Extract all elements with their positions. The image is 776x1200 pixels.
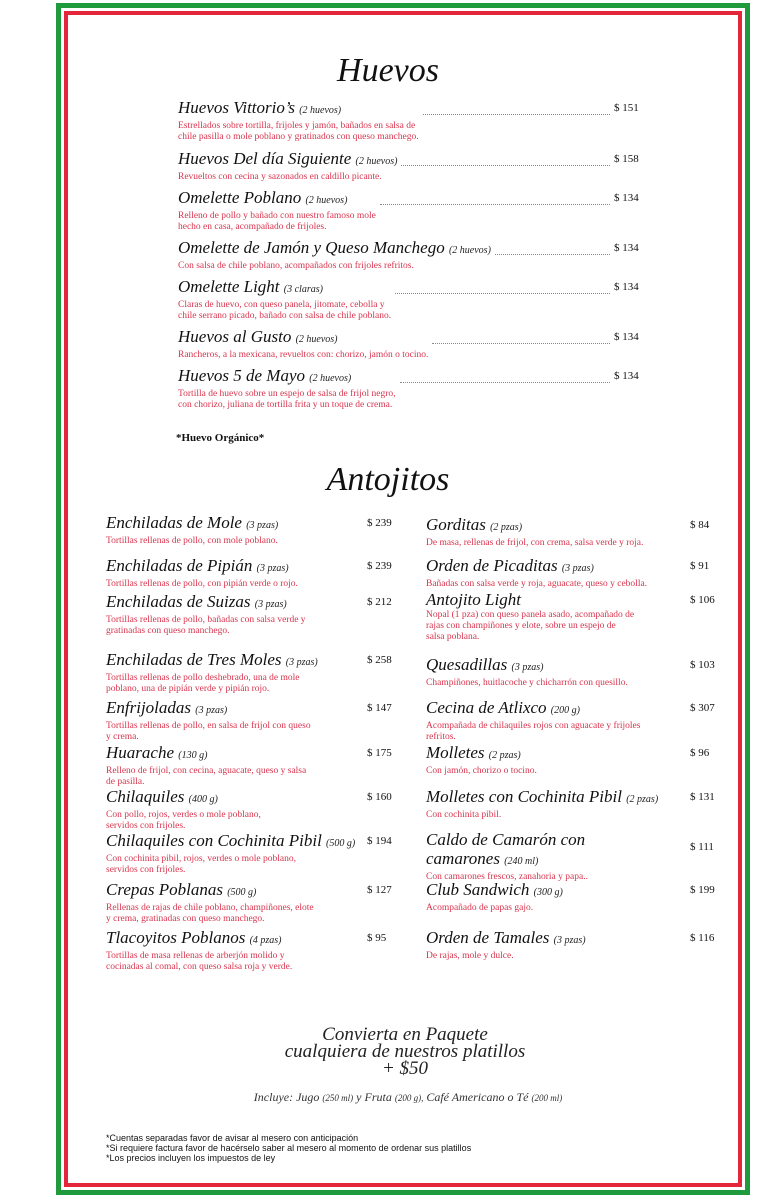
item-description-line: Relleno de frijol, con cecina, aguacate, queso y salsa [106, 766, 307, 776]
item-name-line [106, 592, 306, 614]
menu-item [426, 590, 634, 643]
item-qty: (2 huevos) [448, 245, 491, 256]
item-qty: (200 g) [550, 705, 580, 716]
item-description-line: Con cochinita pibil, rojos, verdes o mole poblano, [106, 854, 296, 864]
item-description-line: chile serrano picado, bañado con salsa de chile poblano. [178, 311, 392, 321]
item-name-line [426, 590, 634, 609]
item-price: $ 175 [367, 747, 392, 759]
item-description-line: servidos con frijoles. [106, 821, 186, 831]
item-name-line [426, 655, 628, 677]
item-description [178, 350, 428, 361]
item-qty: (130 g) [178, 750, 208, 761]
item-qty: (500 g) [227, 887, 257, 898]
item-name-line [426, 830, 588, 871]
item-description-line: Con pollo, rojos, verdes o mole poblano, [106, 810, 261, 820]
item-price: $ 258 [367, 654, 392, 666]
package-includes [0, 1090, 776, 1105]
item-price: $ 134 [614, 281, 639, 293]
item-description [426, 810, 658, 821]
item-name: Chilaquiles con Cochinita Pibil [106, 831, 322, 850]
price-leader-dots [423, 114, 610, 115]
item-price: $ 84 [690, 519, 710, 531]
item-description [426, 538, 643, 549]
item-description-line: cocinadas al comal, con queso salsa roja y verde. [106, 962, 293, 972]
includes-jugo-qty: (250 ml) [322, 1093, 354, 1103]
item-description [178, 261, 491, 272]
menu-item [426, 743, 537, 777]
item-description-line: de pasilla. [106, 777, 145, 787]
item-name: Omelette de Jamón y Queso Manchego [178, 238, 445, 257]
item-qty: (3 pzas) [285, 657, 318, 668]
item-description-line: servidos con frijoles. [106, 865, 186, 875]
item-description [178, 172, 397, 183]
item-description-line: Tortillas rellenas de pollo deshebrado, una de mole [106, 673, 300, 683]
item-description-line: Champiñones, huitlacoche y chicharrón con quesillo. [426, 678, 628, 688]
item-description-line: Tortillas rellenas de pollo, en salsa de frijol con queso [106, 721, 311, 731]
menu-item [106, 743, 306, 788]
item-name: Huevos al Gusto [178, 327, 292, 346]
item-name: Chilaquiles [106, 787, 185, 806]
includes-jugo: Incluye: Jugo [253, 1090, 320, 1104]
item-description [178, 389, 396, 411]
item-name-line [178, 98, 419, 120]
menu-item [106, 556, 298, 590]
item-name: Caldo de Camarón con [426, 830, 586, 849]
price-leader-dots [400, 382, 610, 383]
item-price: $ 239 [367, 560, 392, 572]
includes-fruta: y Fruta [356, 1090, 392, 1104]
item-name-line [426, 928, 586, 950]
item-description-line: Nopal (1 pza) con queso panela asado, acompañado de [426, 610, 635, 620]
price-leader-dots [401, 165, 610, 166]
item-name: Cecina de Atlixco [426, 698, 547, 717]
package-line-2: cualquiera de nuestros platillos [284, 1041, 526, 1062]
item-description-line: Con salsa de chile poblano, acompañados con frijoles refritos. [178, 261, 414, 271]
item-description [178, 121, 419, 143]
item-price: $ 95 [367, 932, 387, 944]
menu-item [178, 327, 428, 361]
item-description-line: De masa, rellenas de frijol, con crema, salsa verde y roja. [426, 538, 644, 548]
item-qty: (4 pzas) [249, 935, 282, 946]
item-name: Enchiladas de Mole [106, 513, 242, 532]
item-price: $ 147 [367, 702, 392, 714]
menu-item [106, 513, 278, 547]
item-name-line [426, 787, 658, 809]
menu-item [178, 238, 491, 272]
item-name-line [178, 149, 397, 171]
item-description [426, 903, 563, 914]
menu-item [426, 515, 643, 549]
item-name-line [106, 698, 311, 720]
item-qty: (2 pzas) [490, 522, 523, 533]
item-name-line [178, 327, 428, 349]
item-description-line: Acompañado de papas gajo. [426, 903, 534, 913]
item-price: $ 194 [367, 835, 392, 847]
item-qty: (500 g) [326, 838, 356, 849]
item-name: Enfrijoladas [106, 698, 192, 717]
item-price: $ 134 [614, 192, 639, 204]
item-name-line [106, 743, 306, 765]
item-name: Omelette Light [178, 277, 280, 296]
package-line-1: Convierta en Paquete [322, 1024, 488, 1045]
item-description [178, 211, 376, 233]
item-description-line: Tortillas de masa rellenas de arberjón molido y [106, 951, 285, 961]
item-description [106, 721, 311, 743]
item-qty: (3 pzas) [553, 935, 586, 946]
item-description-line: Tortillas rellenas de pollo, con mole poblano. [106, 536, 278, 546]
item-name: Enchiladas de Suizas [106, 592, 251, 611]
item-name: Tlacoyitos Poblanos [106, 928, 246, 947]
item-description-line: Con camarones frescos, zanahoria y papa.. [426, 872, 588, 882]
item-description [106, 766, 306, 788]
item-description-line: poblano, una de pipián verde y pipián rojo. [106, 684, 270, 694]
item-name-line [178, 188, 376, 210]
package-offer [0, 1026, 776, 1077]
item-description [106, 615, 306, 637]
item-price: $ 134 [614, 370, 639, 382]
item-qty: (3 pzas) [254, 599, 287, 610]
footnote-2: *Si requiere factura favor de hacérselo saber al mesero al momento de ordenar sus platillos [106, 1143, 472, 1153]
menu-item [178, 149, 397, 183]
item-name-line [106, 513, 278, 535]
section-title-antojitos: Antojitos [326, 461, 450, 498]
item-qty: (3 pzas) [256, 563, 289, 574]
item-qty: (2 pzas) [488, 750, 521, 761]
item-name-line [426, 698, 640, 720]
item-description-line: Estrellados sobre tortilla, frijoles y jamón, bañados en salsa de [178, 121, 416, 131]
item-qty: (2 pzas) [626, 794, 659, 805]
item-name-line [426, 556, 647, 578]
menu-item [426, 928, 586, 962]
item-description [106, 810, 261, 832]
item-qty: (3 pzas) [246, 520, 279, 531]
item-description-line: Revueltos con cecina y sazonados en caldillo picante. [178, 172, 382, 182]
item-description-line: hecho en casa, acompañado de frijoles. [178, 222, 327, 232]
item-description [106, 536, 278, 547]
includes-cafe: Café Americano o Té [426, 1090, 529, 1104]
item-description [426, 678, 628, 689]
menu-item [178, 98, 419, 143]
menu-item [426, 698, 640, 743]
item-name-line [106, 880, 314, 902]
item-description [106, 951, 292, 973]
item-description [106, 854, 355, 876]
menu-item [106, 928, 292, 973]
item-description-line: Rellenas de rajas de chile poblano, champiñones, elote [106, 903, 314, 913]
item-description-line: Con jamón, chorizo o tocino. [426, 766, 537, 776]
item-name: Gorditas [426, 515, 486, 534]
menu-item [178, 277, 391, 322]
item-description [106, 579, 298, 590]
item-qty: (2 huevos) [305, 195, 348, 206]
item-price: $ 106 [690, 594, 715, 606]
item-qty: (2 huevos) [309, 373, 352, 384]
item-name: Orden de Tamales [426, 928, 550, 947]
includes-fruta-qty: (200 g), [394, 1093, 424, 1103]
item-description [106, 903, 314, 925]
menu-item [106, 698, 311, 743]
item-name-line [178, 238, 491, 260]
item-qty: (240 ml) [504, 856, 539, 867]
item-name-line [426, 515, 643, 537]
item-description [106, 673, 318, 695]
menu-item [426, 655, 628, 689]
item-description [178, 300, 391, 322]
item-price: $ 127 [367, 884, 392, 896]
item-name-line [106, 556, 298, 578]
item-description-line: salsa poblana. [426, 632, 480, 642]
item-name: Enchiladas de Tres Moles [106, 650, 282, 669]
item-description-line: refritos. [426, 732, 456, 742]
package-line-3: + $50 [381, 1058, 429, 1079]
item-qty: (400 g) [188, 794, 218, 805]
item-name: Molletes [426, 743, 485, 762]
menu-item [106, 650, 318, 695]
item-qty: (3 pzas) [195, 705, 228, 716]
item-name: Enchiladas de Pipián [106, 556, 253, 575]
item-price: $ 160 [367, 791, 392, 803]
item-name-line [106, 650, 318, 672]
item-price: $ 131 [690, 791, 715, 803]
item-description-line: Con cochinita pibil. [426, 810, 502, 820]
item-name: Molletes con Cochinita Pibil [426, 787, 622, 806]
footnote-3: *Los precios incluyen los impuestos de ley [106, 1153, 276, 1163]
price-leader-dots [380, 204, 610, 205]
item-price: $ 158 [614, 153, 639, 165]
item-name-line [426, 743, 537, 765]
item-qty: (3 claras) [283, 284, 323, 295]
item-name-line [178, 277, 391, 299]
item-price: $ 307 [690, 702, 715, 714]
menu-item [426, 830, 588, 883]
item-description-line: gratinadas con queso manchego. [106, 626, 230, 636]
item-description-line: De rajas, mole y dulce. [426, 951, 514, 961]
item-name-cont: camarones [426, 849, 500, 868]
item-qty: (3 pzas) [511, 662, 544, 673]
item-name: Antojito Light [426, 590, 521, 609]
item-description-line: Tortillas rellenas de pollo, con pipián verde o rojo. [106, 579, 298, 589]
item-price: $ 96 [690, 747, 710, 759]
item-qty: (3 pzas) [561, 563, 594, 574]
footnote-1: *Cuentas separadas favor de avisar al mesero con anticipación [106, 1133, 359, 1143]
item-name: Crepas Poblanas [106, 880, 223, 899]
organic-egg-note: *Huevo Orgánico* [176, 432, 265, 444]
item-name: Club Sandwich [426, 880, 530, 899]
item-qty: (2 huevos) [295, 334, 338, 345]
item-description [426, 610, 634, 643]
item-description [426, 951, 586, 962]
price-leader-dots [495, 254, 610, 255]
menu-item [106, 787, 261, 832]
item-name-line [426, 880, 563, 902]
item-name: Orden de Picaditas [426, 556, 558, 575]
item-price: $ 212 [367, 596, 392, 608]
item-description-line: Rancheros, a la mexicana, revueltos con: chorizo, jamón o tocino. [178, 350, 429, 360]
menu-item [106, 880, 314, 925]
item-name: Omelette Poblano [178, 188, 302, 207]
item-name: Huevos Vittorio’s [178, 98, 295, 117]
item-description-line: Bañadas con salsa verde y roja, aguacate, queso y cebolla. [426, 579, 648, 589]
item-description-line: y crema. [106, 732, 139, 742]
item-qty: (300 g) [533, 887, 563, 898]
item-description [426, 766, 537, 777]
item-description-line: Claras de huevo, con queso panela, jitomate, cebolla y [178, 300, 385, 310]
price-leader-dots [395, 293, 610, 294]
menu-item [178, 366, 396, 411]
item-price: $ 103 [690, 659, 715, 671]
item-description-line: y crema, gratinadas con queso manchego. [106, 914, 265, 924]
item-price: $ 91 [690, 560, 710, 572]
item-qty: (2 huevos) [299, 105, 342, 116]
menu-item [426, 787, 658, 821]
item-name: Huevos 5 de Mayo [178, 366, 305, 385]
item-price: $ 111 [690, 841, 714, 853]
item-name-line [178, 366, 396, 388]
item-description-line: Tortillas rellenas de pollo, bañadas con salsa verde y [106, 615, 306, 625]
item-price: $ 151 [614, 102, 639, 114]
item-name: Quesadillas [426, 655, 508, 674]
item-description-line: con chorizo, juliana de tortilla frita y un toque de crema. [178, 400, 393, 410]
item-description [426, 721, 640, 743]
item-description-line: chile pasilla o mole poblano y gratinados con queso manchego. [178, 132, 419, 142]
menu-item [106, 831, 355, 876]
item-name-line [106, 787, 261, 809]
item-name: Huarache [106, 743, 174, 762]
menu-item [426, 556, 647, 590]
includes-cafe-qty: (200 ml) [531, 1093, 563, 1103]
item-price: $ 199 [690, 884, 715, 896]
item-name-line [106, 831, 355, 853]
item-description-line: Tortilla de huevo sobre un espejo de salsa de frijol negro, [178, 389, 396, 399]
item-price: $ 134 [614, 242, 639, 254]
item-price: $ 134 [614, 331, 639, 343]
footnotes [106, 1133, 471, 1163]
item-name: Huevos Del día Siguiente [178, 149, 352, 168]
section-title-huevos: Huevos [337, 52, 439, 89]
item-description-line: rajas con champiñones y elote, sobre un espejo de [426, 621, 616, 631]
item-description [426, 579, 647, 590]
item-description-line: Relleno de pollo y bañado con nuestro famoso mole [178, 211, 376, 221]
item-qty: (2 huevos) [355, 156, 398, 167]
menu-item [178, 188, 376, 233]
item-price: $ 116 [690, 932, 715, 944]
menu-item [426, 880, 563, 914]
item-price: $ 239 [367, 517, 392, 529]
item-description-line: Acompañada de chilaquiles rojos con aguacate y frijoles [426, 721, 641, 731]
item-name-line [106, 928, 292, 950]
price-leader-dots [432, 343, 610, 344]
menu-item [106, 592, 306, 637]
